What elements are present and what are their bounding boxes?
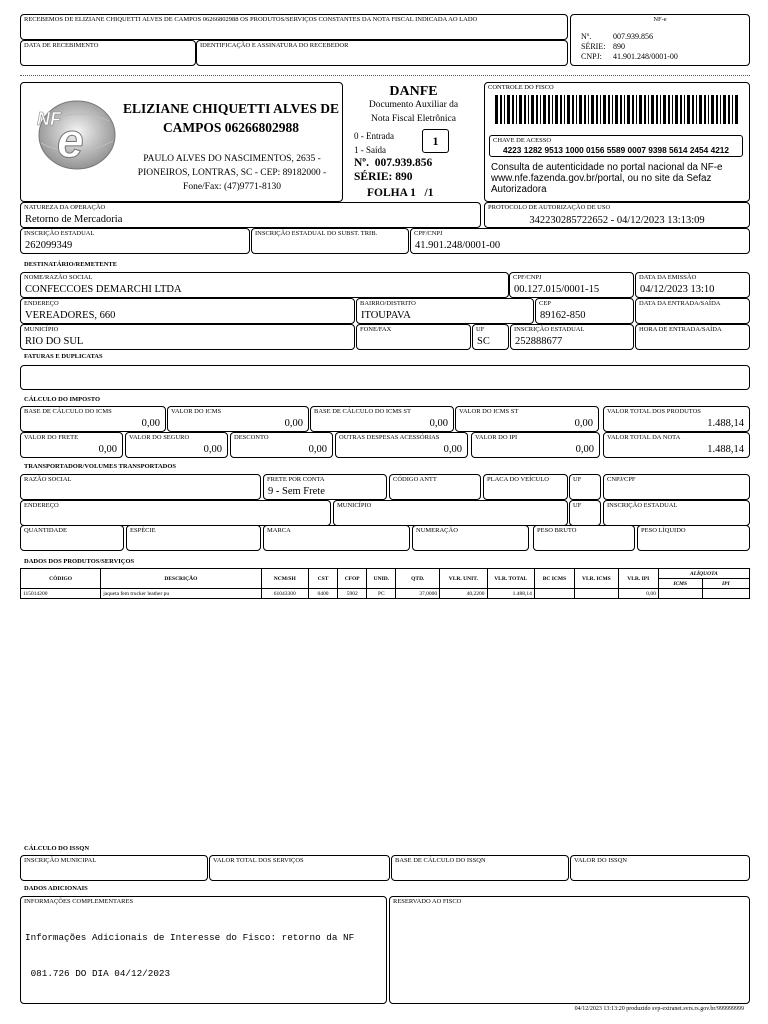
cnpj-emit-value: 41.901.248/0001-00 xyxy=(415,240,501,251)
barcode-bar xyxy=(500,95,502,124)
table-cell: 5902 xyxy=(338,589,367,599)
transp-cnpj-label: CNPJ/CPF xyxy=(607,476,636,483)
imp-v-prod-value: 1.488,14 xyxy=(707,418,744,429)
emitente-address-line1: PAULO ALVES DO NASCIMENTOS, 2635 - xyxy=(143,154,321,164)
imp-frete-box xyxy=(20,432,123,458)
canhoto-nfe-box xyxy=(570,14,750,66)
transp-section-title: TRANSPORTADOR/VOLUMES TRANSPORTADOS xyxy=(24,463,177,470)
barcode-bar xyxy=(572,95,574,124)
imp-v-nota-value: 1.488,14 xyxy=(707,444,744,455)
barcode-bar xyxy=(536,95,538,124)
dest-nome-value: CONFECCOES DEMARCHI LTDA xyxy=(25,284,182,295)
canhoto-date-box xyxy=(20,40,196,66)
imp-ipi-value: 0,00 xyxy=(575,444,594,455)
barcode-bar xyxy=(696,95,697,124)
transp-uf2-label: UF xyxy=(573,502,582,509)
imp-bc-icms-value: 0,00 xyxy=(141,418,160,429)
dest-endereco-label: ENDEREÇO xyxy=(24,300,59,307)
dest-ie-label: INSCRIÇÃO ESTADUAL xyxy=(514,326,585,333)
imp-bc-st-box xyxy=(310,406,454,432)
natureza-value: Retorno de Mercadoria xyxy=(25,214,123,225)
info-complementares-label: INFORMAÇÕES COMPLEMENTARES xyxy=(24,898,134,905)
dest-bairro-value: ITOUPAVA xyxy=(361,310,411,321)
imp-v-icms-box xyxy=(167,406,309,432)
transp-liquido-label: PESO LÍQUIDO xyxy=(641,527,686,534)
danfe-box xyxy=(343,82,484,202)
issqn-im-label: INSCRIÇÃO MUNICIPAL xyxy=(24,857,97,864)
dest-emissao-value: 04/12/2023 13:10 xyxy=(640,284,715,295)
barcode-bar xyxy=(516,95,517,124)
canhoto-received-box xyxy=(20,14,568,40)
emitente-name: ELIZIANE CHIQUETTI ALVES DE CAMPOS 06266802988 xyxy=(123,101,339,135)
transp-marca-label: MARCA xyxy=(267,527,291,534)
dest-ie-box xyxy=(510,324,634,350)
barcode-bar xyxy=(704,95,706,124)
consulta-text: Consulta de autenticidade no portal nacional da NF-e www.nfe.fazenda.gov.br/portal, ou no site da Sefaz Autorizadora xyxy=(491,162,723,195)
imposto-section-title: CÁLCULO DO IMPOSTO xyxy=(24,396,101,403)
products-area xyxy=(20,600,750,838)
produtos-section-title: DADOS DOS PRODUTOS/SERVIÇOS xyxy=(24,558,135,565)
transp-frete-label: FRETE POR CONTA xyxy=(267,476,325,483)
transp-bruto-label: PESO BRUTO xyxy=(537,527,577,534)
dest-cnpj-label: CPF/CNPJ xyxy=(513,274,542,281)
canhoto-serie-label: SÉRIE: xyxy=(581,42,606,51)
danfe-subtitle-1: Documento Auxiliar da xyxy=(368,100,459,110)
table-cell: 0400 xyxy=(308,589,337,599)
transp-qtd-box xyxy=(20,525,124,551)
barcode-bar xyxy=(699,95,702,124)
imp-outras-label: OUTRAS DESPESAS ACESSÓRIAS xyxy=(339,434,440,441)
dest-fone-label: FONE/FAX xyxy=(360,326,392,333)
ie-box xyxy=(20,228,250,254)
products-col-header: BC ICMS xyxy=(534,569,574,589)
imp-desconto-value: 0,00 xyxy=(308,444,327,455)
dest-bairro-label: BAIRRO/DISTRITO xyxy=(360,300,416,307)
products-col-header: CÓDIGO xyxy=(21,569,101,589)
products-col-header-aliq-icms: ICMS xyxy=(658,579,702,589)
barcode-bar xyxy=(711,95,714,124)
barcode-bar xyxy=(708,95,709,124)
transp-razao-label: RAZÃO SOCIAL xyxy=(24,476,72,483)
canhoto-signature-label: IDENTIFICAÇÃO E ASSINATURA DO RECEBEDOR xyxy=(200,42,349,49)
products-col-header: VLR. IPI xyxy=(618,569,658,589)
barcode-bar xyxy=(579,95,582,124)
destinatario-section-title: DESTINATÁRIO/REMETENTE xyxy=(24,261,118,268)
dest-cep-box xyxy=(535,298,634,324)
barcode-bar xyxy=(644,95,646,124)
barcode-bar xyxy=(507,95,510,124)
imp-ipi-box xyxy=(471,432,600,458)
emitente-phone: Fone/Fax: (47)9771-8130 xyxy=(183,182,281,192)
barcode-bar xyxy=(716,95,718,124)
dest-municipio-value: RIO DO SUL xyxy=(25,336,84,347)
imp-bc-icms-label: BASE DE CÁLCULO DO ICMS xyxy=(24,408,112,415)
imp-bc-st-label: BASE DE CÁLCULO DO ICMS ST xyxy=(314,408,411,415)
canhoto-cnpj-label: CNPJ: xyxy=(581,52,602,61)
barcode-bar xyxy=(528,95,529,124)
emitente-address-line2: PIONEIROS, LONTRAS, SC - CEP: 89182000 - xyxy=(137,168,327,178)
ie-value: 262099349 xyxy=(25,240,73,251)
barcode-bar xyxy=(624,95,625,124)
info-complementares-box xyxy=(20,896,387,1004)
barcode-bar xyxy=(519,95,522,124)
dest-fone-box xyxy=(356,324,471,350)
imp-desconto-box xyxy=(230,432,333,458)
reservado-fisco-label: RESERVADO AO FISCO xyxy=(393,898,462,905)
table-cell: jaqueta fem trucker leather pu xyxy=(101,589,261,599)
barcode xyxy=(495,95,739,124)
barcode-bar xyxy=(692,95,694,124)
barcode-bar xyxy=(560,95,562,124)
transp-especie-label: ESPÉCIE xyxy=(130,527,156,534)
danfe-folha: FOLHA 1 /1 xyxy=(367,187,434,199)
transp-uf-label: UF xyxy=(573,476,582,483)
barcode-bar xyxy=(552,95,553,124)
transp-uf2-box xyxy=(569,500,601,526)
canhoto-numero: 007.939.856 xyxy=(613,32,653,41)
products-col-header: VLR. TOTAL xyxy=(487,569,534,589)
dest-uf-value: SC xyxy=(477,336,490,347)
dest-endereco-value: VEREADORES, 660 xyxy=(25,310,116,321)
products-col-header-aliq-ipi: IPI xyxy=(702,579,749,589)
table-cell: PC xyxy=(367,589,396,599)
transp-placa-label: PLACA DO VEÍCULO xyxy=(487,476,549,483)
products-table xyxy=(20,568,750,599)
footer-text: 04/12/2023 13:13:20 produzido svp-extranet.svrs.rs.gov.br/999999999 xyxy=(574,1006,744,1012)
imp-v-prod-label: VALOR TOTAL DOS PRODUTOS xyxy=(607,408,701,415)
danfe-entrada: 0 - Entrada xyxy=(354,131,394,141)
imp-v-st-value: 0,00 xyxy=(574,418,593,429)
imp-frete-label: VALOR DO FRETE xyxy=(24,434,79,441)
table-cell xyxy=(702,589,749,599)
dest-uf-label: UF xyxy=(476,326,485,333)
barcode-bar xyxy=(600,95,601,124)
issqn-bc-label: BASE DE CÁLCULO DO ISSQN xyxy=(395,857,486,864)
barcode-bar xyxy=(540,95,541,124)
issqn-vserv-label: VALOR TOTAL DOS SERVIÇOS xyxy=(213,857,304,864)
barcode-bar xyxy=(512,95,514,124)
protocolo-label: PROTOCOLO DE AUTORIZAÇÃO DE USO xyxy=(488,204,611,211)
barcode-bar xyxy=(636,95,637,124)
canhoto-cnpj: 41.901.248/0001-00 xyxy=(613,52,678,61)
table-cell xyxy=(658,589,702,599)
barcode-bar xyxy=(564,95,565,124)
barcode-bar xyxy=(732,95,733,124)
fisco-box xyxy=(484,82,750,202)
products-col-header: CFOP xyxy=(338,569,367,589)
table-cell: 115014200 xyxy=(21,589,101,599)
dest-emissao-box xyxy=(635,272,750,298)
info-line-2: 081.726 DO DIA 04/12/2023 xyxy=(25,968,171,979)
barcode-bar xyxy=(608,95,610,124)
nfe-logo xyxy=(31,95,117,173)
imp-v-prod-box xyxy=(603,406,750,432)
canhoto-received-text: RECEBEMOS DE ELIZIANE CHIQUETTI ALVES DE CAMPOS 06266802988 OS PRODUTOS/SERVIÇOS CONSTANTES DA NOTA FISCAL INDICADA AO LADO xyxy=(24,16,478,23)
imp-v-icms-label: VALOR DO ICMS xyxy=(171,408,222,415)
dest-cep-value: 89162-850 xyxy=(540,310,586,321)
transp-antt-box xyxy=(389,474,481,500)
imp-v-nota-box xyxy=(603,432,750,458)
adicionais-section-title: DADOS ADICIONAIS xyxy=(24,885,88,892)
dest-hora-label: HORA DE ENTRADA/SAÍDA xyxy=(639,326,722,333)
barcode-bar xyxy=(663,95,666,124)
barcode-bar xyxy=(596,95,598,124)
barcode-bar xyxy=(504,95,505,124)
danfe-subtitle-2: Nota Fiscal Eletrônica xyxy=(371,114,456,124)
issqn-section-title: CÁLCULO DO ISSQN xyxy=(24,845,90,852)
transp-liquido-box xyxy=(637,525,750,551)
faturas-section-title: FATURAS E DUPLICATAS xyxy=(24,353,103,360)
table-cell: 40,2200 xyxy=(440,589,487,599)
emitente-box xyxy=(20,82,343,202)
barcode-bar xyxy=(620,95,622,124)
imp-seguro-label: VALOR DO SEGURO xyxy=(129,434,190,441)
barcode-bar xyxy=(720,95,721,124)
barcode-bar xyxy=(548,95,550,124)
dest-nome-label: NOME/RAZÃO SOCIAL xyxy=(24,274,93,281)
transp-placa-box xyxy=(483,474,568,500)
danfe-tipo-box: 1 xyxy=(422,129,449,153)
barcode-bar xyxy=(680,95,682,124)
natureza-label: NATUREZA DA OPERAÇÃO xyxy=(24,204,106,211)
imp-v-nota-label: VALOR TOTAL DA NOTA xyxy=(607,434,681,441)
natureza-box xyxy=(20,202,481,228)
imp-bc-st-value: 0,00 xyxy=(429,418,448,429)
barcode-bar xyxy=(660,95,661,124)
issqn-vserv-box xyxy=(209,855,390,881)
dest-bairro-box xyxy=(356,298,534,324)
protocolo-value: 342230285722652 - 04/12/2023 13:13:09 xyxy=(529,215,705,226)
imp-v-st-box xyxy=(455,406,599,432)
imp-seguro-value: 0,00 xyxy=(203,444,222,455)
chave-value: 4223 1282 9513 1000 0156 5589 0007 9398 5614 2454 4212 xyxy=(502,145,730,155)
dest-cep-label: CEP xyxy=(539,300,551,307)
barcode-bar xyxy=(684,95,685,124)
transp-frete-box xyxy=(263,474,387,500)
transp-bruto-box xyxy=(533,525,635,551)
info-line-1: Informações Adicionais de Interesse do Fisco: retorno da NF xyxy=(25,932,355,943)
imp-v-icms-value: 0,00 xyxy=(284,418,303,429)
products-col-header: CST xyxy=(308,569,337,589)
barcode-bar xyxy=(524,95,526,124)
imp-seguro-box xyxy=(125,432,228,458)
dest-emissao-label: DATA DA EMISSÃO xyxy=(639,274,697,281)
barcode-bar xyxy=(567,95,570,124)
barcode-bar xyxy=(603,95,606,124)
table-cell: 0,00 xyxy=(618,589,658,599)
barcode-bar xyxy=(723,95,726,124)
barcode-bar xyxy=(584,95,586,124)
transp-cnpj-box xyxy=(603,474,750,500)
controle-fisco-label: CONTROLE DO FISCO xyxy=(488,84,554,91)
barcode-bar xyxy=(656,95,658,124)
barcode-bar xyxy=(632,95,634,124)
dest-uf-box xyxy=(472,324,509,350)
table-cell xyxy=(534,589,574,599)
dest-nome-box xyxy=(20,272,509,298)
ie-st-box xyxy=(251,228,409,254)
products-col-header: NCM/SH xyxy=(261,569,308,589)
issqn-bc-box xyxy=(391,855,569,881)
dest-ie-value: 252888677 xyxy=(515,336,563,347)
cnpj-emit-label: CPF/CNPJ xyxy=(414,230,443,237)
svg-text:NF: NF xyxy=(37,109,61,129)
table-cell: 37,0000 xyxy=(396,589,440,599)
barcode-bar xyxy=(495,95,498,124)
transp-endereco-box xyxy=(20,500,331,526)
transp-qtd-label: QUANTIDADE xyxy=(24,527,67,534)
barcode-bar xyxy=(687,95,690,124)
barcode-bar xyxy=(627,95,630,124)
products-col-header: DESCRIÇÃO xyxy=(101,569,261,589)
barcode-bar xyxy=(651,95,654,124)
transp-numeracao-box xyxy=(412,525,529,551)
imp-ipi-label: VALOR DO IPI xyxy=(475,434,518,441)
barcode-bar xyxy=(639,95,642,124)
table-cell xyxy=(575,589,619,599)
products-col-header-aliquota: ALÍQUOTA xyxy=(658,569,749,579)
faturas-box xyxy=(20,365,750,390)
dest-entrada-saida-box xyxy=(635,298,750,324)
table-cell: 61043300 xyxy=(261,589,308,599)
danfe-numero: Nº. 007.939.856 xyxy=(354,157,433,169)
issqn-im-box xyxy=(20,855,208,881)
barcode-bar xyxy=(555,95,558,124)
chave-label: CHAVE DE ACESSO xyxy=(493,137,552,144)
products-col-header: VLR. ICMS xyxy=(575,569,619,589)
dest-cnpj-value: 00.127.015/0001-15 xyxy=(514,284,600,295)
barcode-bar xyxy=(675,95,678,124)
transp-numeracao-label: NUMERAÇÃO xyxy=(416,527,458,534)
canhoto-date-label: DATA DE RECEBIMENTO xyxy=(24,42,99,49)
barcode-bar xyxy=(728,95,730,124)
imp-v-st-label: VALOR DO ICMS ST xyxy=(459,408,519,415)
canhoto-numero-label: Nº. xyxy=(581,32,592,41)
svg-text:e: e xyxy=(57,115,84,168)
products-col-header: UNID. xyxy=(367,569,396,589)
reservado-fisco-box xyxy=(389,896,750,1004)
danfe-title: DANFE xyxy=(389,84,438,99)
dest-municipio-box xyxy=(20,324,355,350)
barcode-bar xyxy=(672,95,673,124)
transp-especie-box xyxy=(126,525,261,551)
canhoto-nfe-label: NF-e xyxy=(653,16,667,23)
imp-frete-value: 0,00 xyxy=(98,444,117,455)
transp-ie-box xyxy=(603,500,750,526)
barcode-bar xyxy=(531,95,534,124)
barcode-bar xyxy=(735,95,738,124)
issqn-v-box xyxy=(570,855,750,881)
cut-line-divider xyxy=(20,75,750,76)
imp-outras-box xyxy=(335,432,468,458)
imp-desconto-label: DESCONTO xyxy=(234,434,269,441)
transp-ie-label: INSCRIÇÃO ESTADUAL xyxy=(607,502,678,509)
products-col-header: VLR. UNIT. xyxy=(440,569,487,589)
canhoto-serie: 890 xyxy=(613,42,625,51)
transp-uf-box xyxy=(569,474,601,500)
barcode-bar xyxy=(648,95,649,124)
barcode-bar xyxy=(615,95,618,124)
barcode-bar xyxy=(668,95,670,124)
ie-st-label: INSCRIÇÃO ESTADUAL DO SUBST. TRIB. xyxy=(255,230,378,237)
transp-frete-value: 9 - Sem Frete xyxy=(268,486,325,497)
issqn-v-label: VALOR DO ISSQN xyxy=(574,857,627,864)
ie-label: INSCRIÇÃO ESTADUAL xyxy=(24,230,95,237)
dest-hora-box xyxy=(635,324,750,350)
protocolo-box xyxy=(484,202,750,228)
table-cell: 1.488,14 xyxy=(487,589,534,599)
dest-municipio-label: MUNICÍPIO xyxy=(24,326,59,333)
transp-antt-label: CÓDIGO ANTT xyxy=(393,476,437,483)
danfe-serie: SÉRIE: 890 xyxy=(354,171,413,183)
barcode-bar xyxy=(576,95,577,124)
table-row xyxy=(21,589,750,599)
imp-outras-value: 0,00 xyxy=(443,444,462,455)
products-col-header: QTD. xyxy=(396,569,440,589)
transp-endereco-label: ENDEREÇO xyxy=(24,502,59,509)
dest-endereco-box xyxy=(20,298,355,324)
barcode-bar xyxy=(588,95,589,124)
canhoto-signature-box xyxy=(196,40,568,66)
barcode-bar xyxy=(543,95,546,124)
barcode-bar xyxy=(612,95,613,124)
cnpj-emit-box xyxy=(410,228,750,254)
imp-bc-icms-box xyxy=(20,406,166,432)
chave-box xyxy=(489,135,743,157)
transp-municipio-label: MUNICÍPIO xyxy=(337,502,372,509)
danfe-saida: 1 - Saída xyxy=(354,145,386,155)
transp-municipio-box xyxy=(333,500,568,526)
barcode-bar xyxy=(591,95,594,124)
transp-marca-box xyxy=(263,525,410,551)
dest-entrada-saida-label: DATA DA ENTRADA/SAÍDA xyxy=(639,300,721,307)
dest-cnpj-box xyxy=(509,272,634,298)
transp-razao-box xyxy=(20,474,261,500)
